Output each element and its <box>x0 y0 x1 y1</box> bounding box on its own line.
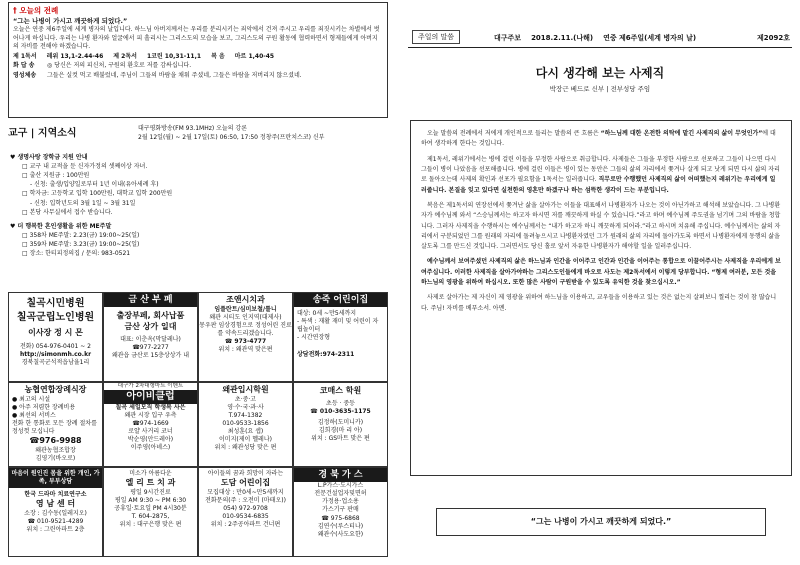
readings-row: 제 1독서 레위 13,1-2.44-46 제 2독서 1코린 10,31-11,1 복 음 마르 1,40-45 <box>13 53 275 61</box>
issue-date: 2018.2.11.(나해) <box>531 34 594 42</box>
issue-number: 제2092호 <box>756 34 790 42</box>
news-item: - 신청: 입학년도의 3월 1일 ~ 3월 31일 <box>30 199 136 207</box>
news-item: □ 장소: 한티피정의집 / 문의: 983-0521 <box>22 250 131 258</box>
news-item: ♥ 더 행복한 혼인생활을 위한 ME주말 <box>10 222 112 230</box>
parish-news-title: 교구 | 지역소식 <box>8 128 77 139</box>
header-info <box>494 33 696 43</box>
liturgy-title: † 오늘의 전례 <box>13 6 59 15</box>
ad-dodam-kindergarten: 아이들의 꿈과 희망이 자라는 도담 어린이집 모집대상 : 만0세~만5세까지 전화문의(주 : 오전미 (마태오)) 054) 972-9708 010-9534-6835 위치 : 2주공아파트 건너편 <box>198 467 293 557</box>
ad-elite-dental: 미소가 아름다운 엘 리 트 치 과 평일 9시간진료 평일 AM 9:30 ~ PM 6:30 공휴일·토요일 PM 4시30분 T. 604-2875, 위치 : 대구은행 맞은 편 <box>103 467 198 557</box>
right-page <box>408 0 792 565</box>
liturgy-box <box>8 2 388 118</box>
this-week-label: 주일의 말씀 <box>412 30 460 44</box>
ad-drama-therapy: 마음이 원인진 몸을 위한 개인, 가족, 부부상담 한국 드라마 치료연구소 영 남 센 터 소장 : 김수동(일레지오) ☎ 010-9521-4289 위치 : 그린아파트 2층 <box>8 467 103 557</box>
essay-paragraph: 제1독서, 레위기에서는 병에 걸린 이들을 부정한 사람으로 취급합니다. 사제들은 그들을 부정한 사람으로 선포하고 그들이 나으면 다시 그들이 병이 나았음을 선포해줍니다. 병에 걸린 이들은 병이 있는 동안은 그들의 삶의 자리에서 쫓겨나 살게 되고 낫게 되면 다시 삶의 자리로 돌아오는데 사제의 확인과 선포가 필요함을 1독서는 일러줍니다. 직무로만 수행했던 사제직의 삶이 어떠했는지 레위기는 우리에게 일러줍니다. 본질을 잊고 있다면 실천한의 영혼만 하겠구나 하는 섬뜩한 생각이 드는 부분입니다. <box>421 155 780 194</box>
news-item: □ 교구 내 교적을 둔 신자가정의 셋째이상 자녀. <box>22 163 148 171</box>
ad-gyeongbuk-gas: 경 북 가 스 L.P가스·도시가스 전문건설업자및면허 가정용·업소용 가스기구 판매 ☎ 975-6868 김연수(루스티나) 왜관수(사도요한) <box>293 467 388 557</box>
news-item: ♥ 생명사랑 장학금 지원 안내 <box>10 154 88 161</box>
gospel-quote-box: “그는 나병이 가시고 깨끗하게 되었다.” <box>436 508 766 536</box>
communion-row: 영성체송 그들은 실컷 먹고 배불렀네, 주님이 그들의 바람을 채워 주셨네, 그들은 바람을 저버리지 않으셨네. <box>13 71 302 79</box>
ad-chilgok-hospital: 칠곡시민병원 칠곡군립노인병원 이사장 정 시 몬 전화) 054-976-0401 ~ 2 http://simonmh.co.kr 경북칠곡군석적읍남율1리 <box>8 292 103 382</box>
news-item: □ 학자금: 고등학교 입학 100만원, 대학교 입학 200만원 <box>22 190 173 198</box>
essay-author: 박장근 베드로 신부 | 전부성당 주임 <box>549 85 651 93</box>
psalm-row: 화 답 송 ◎ 당신은 저의 피신처, 구원의 환호로 저를 감싸십니다. <box>13 62 192 70</box>
diocese-name: 대구주보 <box>494 34 522 42</box>
essay-paragraph: 복음은 제1독서의 연장선에서 쫓겨난 삶을 살아가는 이들을 대표해서 나병환자가 나오는 것이 아닌가하고 해석해 보았습니다. 그 나병환자가 예수님께 와서 “스승님께서는 하고자 하시면 저를 깨끗하게 하실 수 있습니다.”라고 하며 예수님께 주도권을 넘기며 그의 바람을 청합니다. 그러자 사제직을 수행하시는 예수님께서는 “내가 하고자 하니 깨끗하게 되어라.”라고 하시며 치유해 주십니다. 예수님께서는 삶의 자리에서 구분되었던 그를 원래의 자리에 돌려놓으시고 나병환자였던 그가 원래의 삶의 자리에 돌아가도록 하면서 나병환자에게 동행의 삶을 살도록 그를 만드신 것입니다. 그러면서도 당신 홀로 앞서 자유한 나병환자가 해야할 일을 일러주십니다. <box>421 201 781 251</box>
essay-body <box>410 120 792 476</box>
ad-songjuk-kindergarten: 송죽 어린이집 대상: 0세 ~만5세까지 - 특색 : 재활 재미 및 어린이 자립놀이터 - 시간연장형 상담전화:974-2311 <box>293 292 388 382</box>
news-list <box>10 153 386 258</box>
essay-paragraph: 오늘 말씀의 전례에서 저에게 개인적으로 들리는 말씀의 큰 흐름은 “하느님께 대한 온전한 의탁에 맡긴 사제직의 삶이 무엇인가”에 대하여 생각하게 한다는 것입니다. <box>421 130 776 148</box>
ad-funeral-hall: 농협연합장례식장 ● 최고의 시설 ● 아주 저렴한 장례비용 ● 최선의 서비스 전화 한 통화로 모든 장례 절차를 정성껏 모십니다 ☎976-9988 왜관농협조합장 김영기(바오로) <box>8 382 103 467</box>
ad-geumsan-buffet: 금 산 부 페 출장부페, 회사납품 금산 상가 일대 대표: 이춘옥(막달레나) ☎977-2277 왜관읍 금산로 15층상상가 내 <box>103 292 198 382</box>
ad-ivy-club: 대구가 2차대형마트 이벤트 아이비클럽 칠곡 세일모직 학생복 사은 왜관 시장 입구 우측 ☎974-1669 로얄 사거리 코너 박순영(안드레아) 이주영(아녜스) <box>103 382 198 467</box>
ad-waegwan-academy: 왜관입시학원 초·중·고 영·수·국·과·사 T.974-1382 010-9533-1856 최성훈(요 셉) 이미지(제이 헬레나) 위치 : 왜관성당 맞은 편 <box>198 382 293 467</box>
essay-paragraph: 사제로 살아가는 제 자신이 제 영광을 위하여 하느님을 이용하고, 교우들을 이용하고 있는 것은 없는지 살펴보니 찔리는 것이 참 많습니다. 주님! 자비를 베푸소서. 아멘. <box>421 294 777 312</box>
essay-paragraph: 예수님께서 보여주셨던 사제직의 삶은 하느님과 인간을 이어주고 인간과 인간을 이어주는 통합으로 이끌어주시는 사제직을 우리에게 보여주십니다. 이러한 사제직을 살아가야하는 그리스도인들에게 바오로 사도는 제2독서에서 이렇게 당부합니다. “형제 여러분, 모든 것을 하느님의 영광을 위하여 하십시오. 또한 많은 사람이 구원받을 수 있도록 유익한 것을 찾으십시오.” <box>421 258 781 287</box>
bulletin-header <box>408 30 792 48</box>
ad-comas-academy: 코매스 학원 초등 · 중등 ☎ 010-3635-1175 김정하(도미니카) 김희경(마 리 아) 위치 : GS마트 맞은 편 <box>293 382 388 467</box>
broadcast-info: 대구평화방송(FM 93.1MHz) 오늘의 강론 2월 12일(월) ~ 2월 17일(토) 06:50, 17:50 정창주(프란치스코) 신부 <box>138 125 325 141</box>
liturgy-intro-body: 오늘은 연중 제6주일에 세계 병자의 날입니다. 하느님 아버지께서는 우리를 분리시키는 죄악에서 건져 주시고 우리를 죄짓시키는 차별에서 벗어나게 하십니다. 우리는 나병 환자와 얼굴에서 피 흘리시는 그리스도의 모습을 보고, 그리스도의 구원 활동에 협력하면서 형제들에게 아버지의 자비를 전해야 하겠습니다. <box>13 26 380 50</box>
liturgical-week: 연중 제6주일(세계 병자의 날) <box>603 34 697 42</box>
ad-joanne-dental: 조앤시치과 임플란트/심미보철/틀니 왜관 시티도 인지역(대제사) 몽우판 임상경험으로 정성어린 진료를 약속드리겠습니다. ☎ 973-4777 위치 : 왜관역 맞은편 <box>198 292 293 382</box>
news-item: □ 358차 ME주말: 2.23(금) 19:00~25(일) <box>22 231 140 239</box>
essay-title: 다시 생각해 보는 사제직 <box>535 66 665 80</box>
news-item: □ 출산 지원금 : 100만원 <box>22 172 90 180</box>
news-item: □ 359차 ME주말: 3.23(금) 19:00~25(일) <box>22 240 140 248</box>
news-item: □ 본당 사무실에서 접수 받습니다. <box>22 208 113 216</box>
left-page <box>8 0 388 565</box>
news-item: - 신청: 출생/입양일로부터 1년 이내(유아세례 후) <box>30 181 159 189</box>
liturgy-intro-lead: “그는 나병이 가시고 깨끗하게 되었다.” <box>13 17 128 26</box>
